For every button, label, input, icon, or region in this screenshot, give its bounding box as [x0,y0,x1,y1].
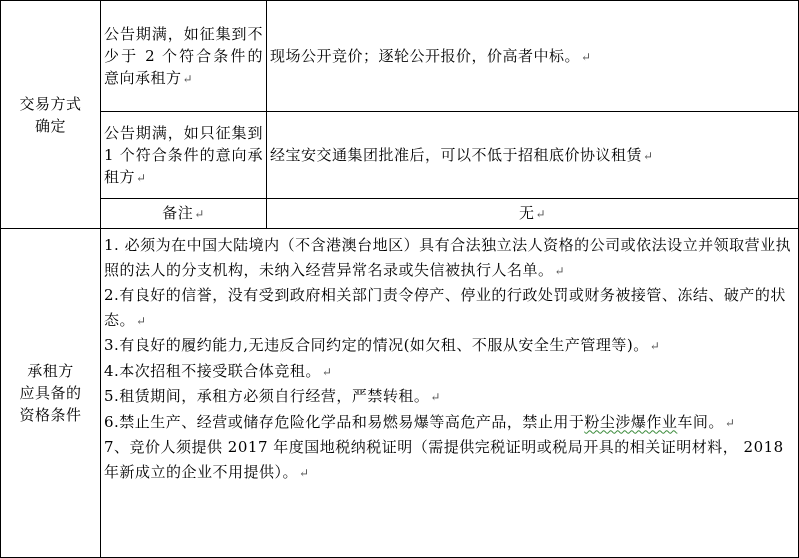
requirement-item: 5.租赁期间，承租方必须自行经营，严禁转租。↵ [104,387,441,405]
paragraph-mark-icon: ↵ [649,339,661,353]
condition-single-cell [101,112,267,199]
paragraph-mark-icon: ↵ [581,49,592,64]
paragraph-mark-icon: ↵ [430,390,441,404]
qualification-label-cell [1,229,101,558]
qualification-list-cell [101,229,799,558]
result-single-cell [267,112,799,199]
paragraph-mark-icon: ↵ [724,415,736,430]
paragraph-mark-icon: ↵ [136,313,147,328]
result-single-text: 经宝安交通集团批准后，可以不低于招租底价协议租赁 [270,145,643,164]
transaction-method-label [1,1,101,229]
requirement-item: 1. 必须为在中国大陆境内（不含港澳台地区）具有合法独立法人资格的公司或依法设立并领取营业执照的法人的分支机构，未纳入经营异常名录或失信被执行人名单。↵ [104,236,792,279]
spellcheck-underlined-text: 粉尘涉爆作业 [584,412,678,431]
paragraph-mark-icon: ↵ [299,465,310,480]
table-row [1,229,799,558]
requirement-item: 6.禁止生产、经营或储存危险化学品和易燃易爆等高危产品，禁止用于粉尘涉爆作业车间。↵ [104,412,736,431]
condition-multi-cell [101,1,267,112]
label-line: 承租方 [27,362,74,380]
condition-multi-text: 公告期满，如征集到不少于 2 个符合条件的意向承租方 [104,24,263,87]
paragraph-mark-icon: ↵ [554,263,566,278]
requirement-item: 7、竞价人须提供 2017 年度国地税纳税证明（需提供完税证明或税局开具的相关证明材料， 2018 年新成立的企业不用提供）。↵ [104,438,784,481]
label-line: 资格条件 [19,406,82,424]
remark-label: 备注 [162,204,194,222]
table-row [1,112,799,199]
label-line: 应具备的 [19,384,82,402]
paragraph-mark-icon: ↵ [194,207,205,221]
condition-single-text: 公告期满，如只征集到 1 个符合条件的意向承租方 [104,123,263,186]
paragraph-mark-icon: ↵ [136,170,147,185]
table-row [1,199,799,229]
paragraph-mark-icon: ↵ [535,207,547,221]
label-line: 交易方式 [19,94,82,113]
label-line: 确定 [34,116,66,135]
requirement-item: 4.本次招租不接受联合体竞租。↵ [104,361,333,380]
remark-value: 无 [518,204,535,222]
requirement-item: 3.有良好的履约能力,无违反合同约定的情况(如欠租、不服从安全生产管理等)。↵ [104,336,661,354]
result-multi-text: 现场公开竞价；逐轮公开报价，价高者中标。 [270,46,581,65]
paragraph-mark-icon: ↵ [321,364,333,379]
paragraph-mark-icon: ↵ [643,148,654,163]
table-row [1,1,799,112]
remark-label-cell [101,199,267,229]
remark-value-cell [267,199,799,229]
paragraph-mark-icon: ↵ [182,71,194,86]
result-multi-cell [267,1,799,112]
requirement-item: 2.有良好的信誉，没有受到政府相关部门责令停产、停业的行政处罚或财务被接管、冻结、破产的状态。↵ [104,286,786,329]
